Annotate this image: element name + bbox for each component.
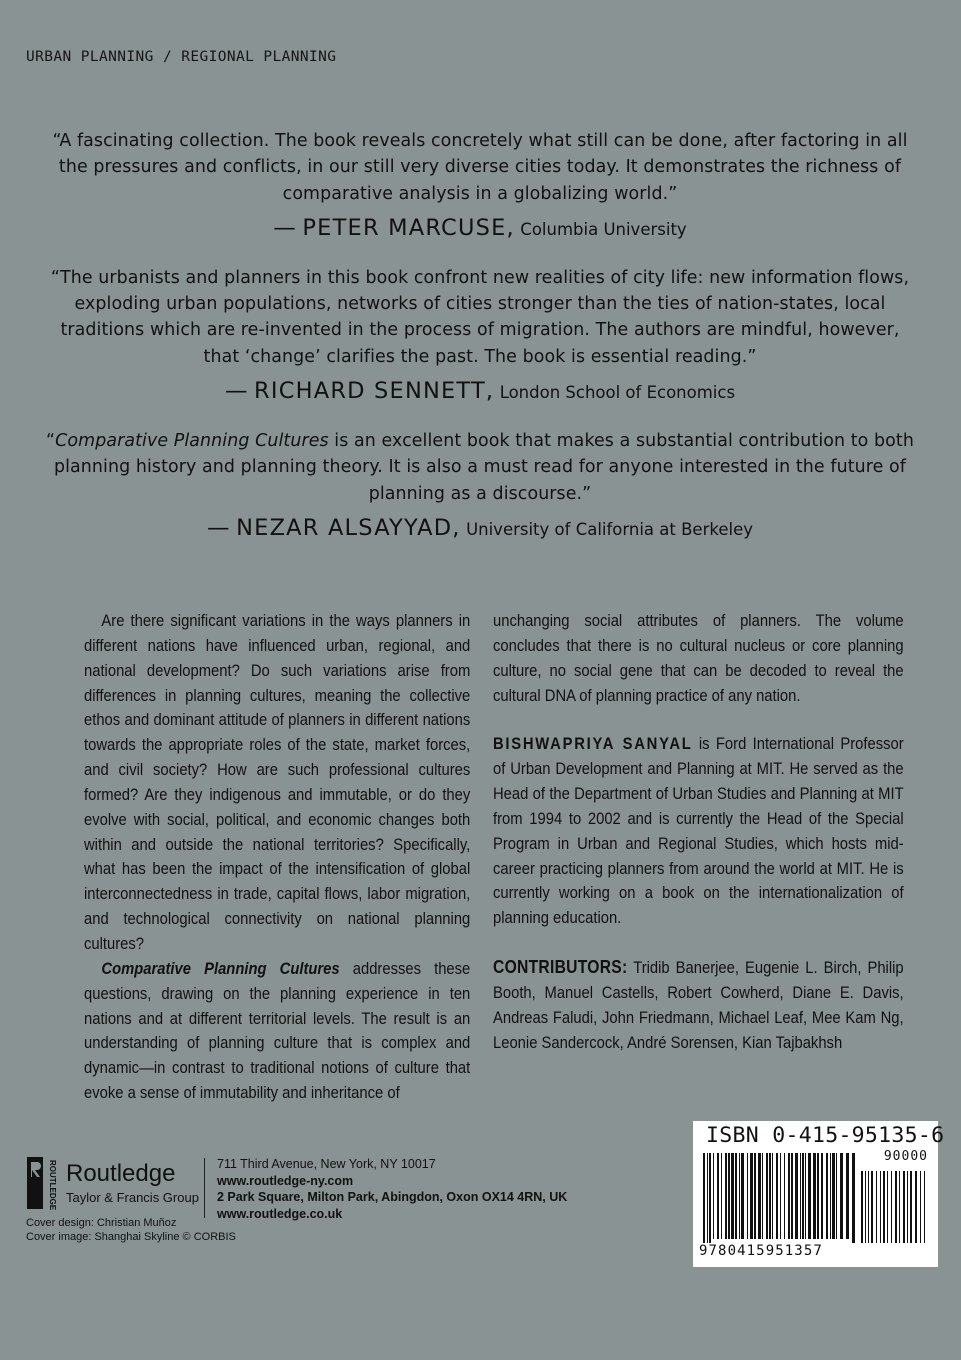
price-code: 90000 bbox=[883, 1149, 928, 1164]
price-bar bbox=[865, 1171, 866, 1243]
barcode-bars bbox=[701, 1151, 931, 1245]
endorsement-quote: “A fascinating collection. The book reveals concretely what still can be done, after factoring in all the pressures and conflicts, in our still very diverse cities today. It demonstrates the richness of comparative analysis in a globalizing world.” bbox=[52, 131, 908, 204]
logo-letters: ROUTLEDGE bbox=[48, 1160, 57, 1210]
contributors bbox=[493, 955, 904, 1055]
publisher-addresses bbox=[217, 1156, 567, 1222]
barcode-bar bbox=[741, 1153, 744, 1239]
barcode-bar bbox=[776, 1153, 778, 1239]
quote-text: is an excellent book that makes a substantial contribution to both planning history and planning theory. It is also a must read for anyone interested in the future of planning as a discourse.” bbox=[53, 431, 914, 504]
price-bar bbox=[899, 1171, 900, 1243]
price-bar bbox=[903, 1171, 905, 1243]
barcode-bar bbox=[762, 1153, 763, 1239]
endorser-name: RICHARD SENNETT, bbox=[254, 378, 495, 405]
endorser-name: PETER MARCUSE, bbox=[302, 214, 515, 241]
book-title: Comparative Planning Cultures bbox=[101, 958, 340, 978]
barcode-bar bbox=[795, 1153, 798, 1239]
price-bar bbox=[883, 1171, 885, 1243]
price-bar bbox=[880, 1171, 881, 1243]
endorser-name: NEZAR ALSAYYAD, bbox=[236, 514, 461, 541]
endorsement-quote: “The urbanists and planners in this book confront new realities of city life: new information flows, exploding urban populations, networks of cities stronger than the ties of nation-states, local traditions which are re-invented in the process of migration. The authors are mindful, however, that ‘change’ clarifies the past. The book is essential reading.” bbox=[50, 267, 910, 367]
barcode-bar bbox=[832, 1153, 835, 1239]
design-credit: Cover design: Christian Muñoz bbox=[26, 1217, 177, 1229]
barcode-bar bbox=[747, 1153, 748, 1239]
description-paragraph bbox=[84, 957, 470, 1106]
barcode-bar bbox=[830, 1153, 831, 1239]
barcode-bar bbox=[772, 1153, 773, 1239]
barcode-bar bbox=[821, 1153, 823, 1239]
price-bar bbox=[871, 1171, 873, 1243]
barcode-bar bbox=[780, 1153, 781, 1239]
book-title: Comparative Planning Cultures bbox=[55, 431, 329, 452]
barcode-bar bbox=[713, 1153, 714, 1239]
endorser-affiliation: Columbia University bbox=[520, 219, 687, 239]
publisher-group: Taylor & Francis Group bbox=[66, 1190, 199, 1205]
price-bar bbox=[876, 1171, 877, 1243]
barcode-bar bbox=[735, 1153, 737, 1239]
routledge-logo-icon bbox=[26, 1156, 58, 1210]
author-name: BISHWAPRIYA SANYAL bbox=[493, 734, 693, 754]
bio-text: is Ford International Professor of Urban Development and Planning at MIT. He served as the Head of the Department of Urban Studies and Planning at MIT from 1994 to 2002 and is currently the Head of the Special Program in Urban and Regional Studies, which hosts mid-career practicing planners from around the world at MIT. He is currently working on a book on the internationalization of planning education. bbox=[493, 734, 904, 928]
barcode-bar bbox=[846, 1153, 849, 1239]
url-uk: www.routledge.co.uk bbox=[217, 1206, 343, 1221]
price-bar bbox=[907, 1171, 908, 1243]
quote-open-mark: “ bbox=[46, 431, 56, 452]
barcode-bar bbox=[725, 1153, 727, 1239]
address-us: 711 Third Avenue, New York, NY 10017 bbox=[217, 1157, 436, 1171]
isbn-number: ISBN 0-415-95135-6 bbox=[706, 1123, 945, 1148]
barcode-box bbox=[693, 1121, 945, 1267]
price-bar bbox=[920, 1171, 921, 1243]
endorser-affiliation: University of California at Berkeley bbox=[466, 519, 753, 539]
price-bar bbox=[861, 1171, 863, 1243]
barcode-bar bbox=[788, 1153, 790, 1239]
barcode-bar bbox=[826, 1153, 828, 1239]
publisher-name: Routledge bbox=[66, 1160, 176, 1187]
barcode-bar bbox=[709, 1153, 711, 1243]
barcode-bar bbox=[808, 1153, 811, 1239]
barcode-bar bbox=[769, 1153, 771, 1239]
description-paragraph: unchanging social attributes of planners. The volume concludes that there is no cultural nucleus or core planning culture, no social gene that can be decoded to reveal the cultural DNA of planning practice of any nation. bbox=[493, 611, 904, 705]
barcode-bar bbox=[750, 1153, 753, 1239]
attribution-dash: — bbox=[207, 514, 231, 541]
barcode-bar bbox=[817, 1153, 819, 1239]
barcode-bar bbox=[728, 1153, 730, 1239]
barcode-bar bbox=[784, 1153, 785, 1239]
price-bar bbox=[891, 1171, 892, 1243]
cover-credits bbox=[26, 1217, 236, 1244]
description-paragraph: Are there significant variations in the ways planners in different nations have influenced urban, regional, and national development? Do such variations arise from differences in planning cultures, meaning the collective ethos and dominant attitude of planners in different nations towards the appropriate roles of the state, market forces, and civil society? How are such professional cultures formed? Are they indigenous and immutable, or do they evolve with social, political, and economic changes both within and outside the national territories? Specifically, what has been the impact of the intensification of global interconnectedness in trade, capital flows, labor migration, and technological connectivity on national planning cultures? bbox=[84, 611, 471, 953]
price-bar bbox=[887, 1171, 888, 1243]
image-credit: Cover image: Shanghai Skyline © CORBIS bbox=[26, 1230, 236, 1243]
description-column-right bbox=[493, 609, 904, 1056]
barcode-bar bbox=[703, 1153, 705, 1243]
barcode-bar bbox=[731, 1153, 734, 1239]
barcode-bar bbox=[840, 1153, 843, 1239]
author-bio bbox=[493, 732, 904, 931]
endorsements bbox=[40, 128, 920, 565]
price-bar bbox=[910, 1171, 912, 1243]
barcode-bar bbox=[721, 1153, 722, 1239]
description-column-left bbox=[84, 609, 470, 1106]
ean-digits: 9780415951357 bbox=[699, 1243, 823, 1259]
price-bar bbox=[915, 1171, 917, 1243]
barcode-bar bbox=[717, 1153, 719, 1239]
endorsement-attribution bbox=[40, 515, 920, 543]
barcode-bar bbox=[813, 1153, 816, 1239]
endorser-affiliation: London School of Economics bbox=[499, 383, 736, 403]
barcode-bar bbox=[836, 1153, 837, 1239]
price-bar bbox=[924, 1171, 925, 1243]
contributors-label: CONTRIBUTORS: bbox=[493, 957, 628, 978]
divider bbox=[204, 1158, 205, 1218]
attribution-dash: — bbox=[273, 214, 297, 241]
barcode-bar bbox=[805, 1153, 806, 1239]
endorsement-quote bbox=[40, 428, 920, 507]
barcode-bar bbox=[791, 1153, 793, 1239]
price-bar bbox=[868, 1171, 869, 1243]
barcode-bar bbox=[758, 1153, 761, 1239]
barcode-bar bbox=[739, 1153, 740, 1239]
endorsement-attribution bbox=[40, 378, 920, 406]
contributors-list: Tridib Banerjee, Eugenie L. Birch, Philip Booth, Manuel Castells, Robert Cowherd, Diane E. Davis, Andreas Faludi, John Friedmann, Michael Leaf, Mee Kam Ng, Leonie Sandercock, André Sorensen, Kian Tajbakhsh bbox=[493, 958, 904, 1052]
barcode-bar bbox=[852, 1153, 855, 1243]
barcode-bar bbox=[802, 1153, 804, 1239]
category-label: URBAN PLANNING / REGIONAL PLANNING bbox=[26, 49, 337, 65]
endorsement-attribution bbox=[40, 215, 920, 243]
barcode-bar bbox=[766, 1153, 768, 1239]
paragraph-text: addresses these questions, drawing on the planning experience in ten nations and at different territorial levels. The result is an understanding of planning culture that is complex and dynamic—in contrast to traditional notions of culture that evoke a sense of immutability and inheritance of bbox=[84, 958, 471, 1103]
url-us: www.routledge-ny.com bbox=[217, 1173, 354, 1188]
attribution-dash: — bbox=[224, 378, 249, 405]
address-uk: 2 Park Square, Milton Park, Abingdon, Oxon OX14 4RN, UK bbox=[217, 1190, 568, 1204]
price-bar bbox=[895, 1171, 897, 1243]
barcode-bar bbox=[754, 1153, 756, 1239]
barcode-bar bbox=[800, 1153, 801, 1239]
barcode-bar bbox=[707, 1153, 708, 1243]
